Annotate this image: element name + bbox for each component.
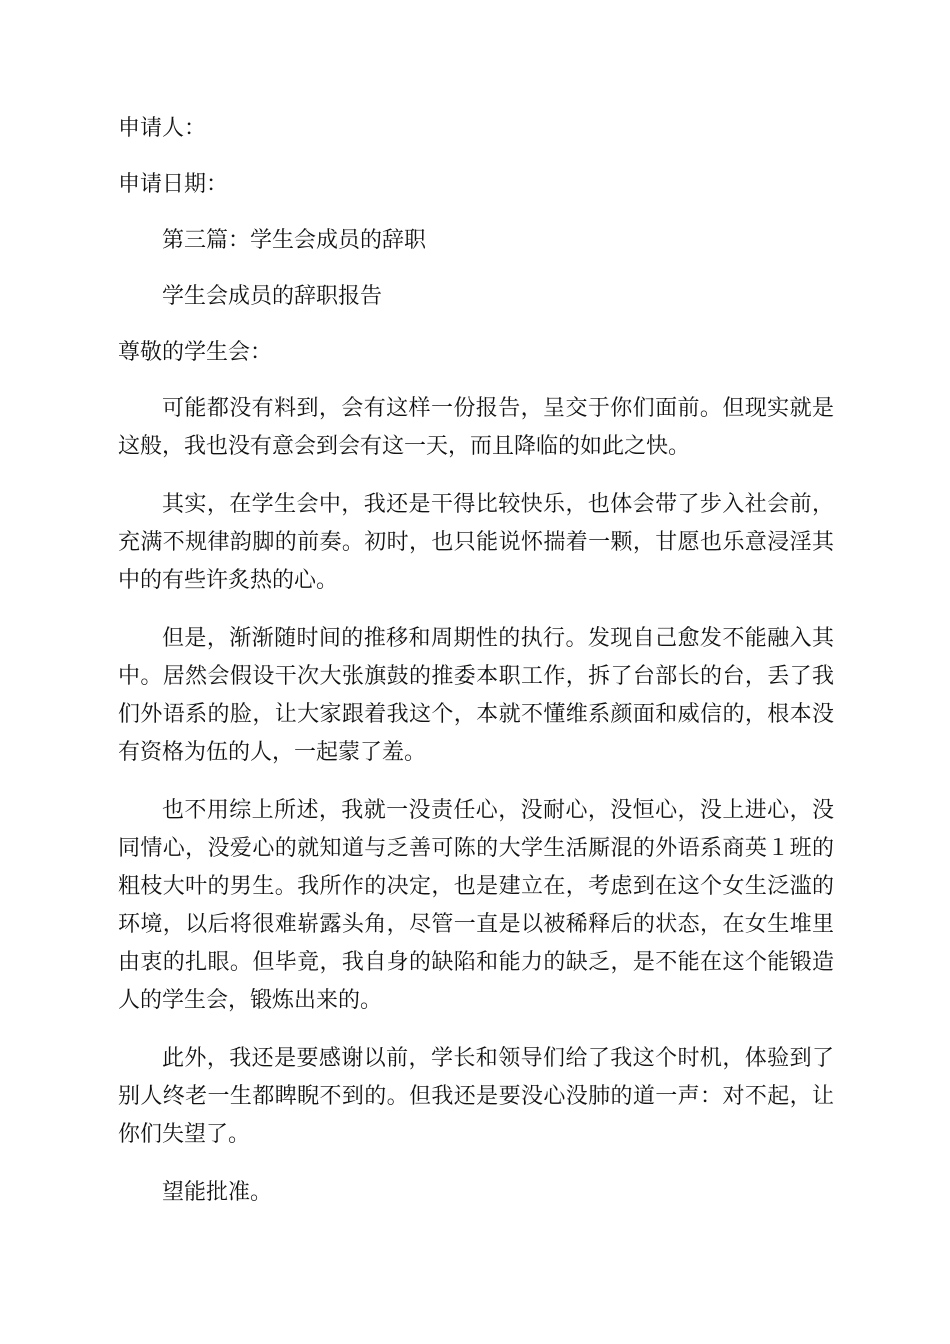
applicant-label: 申请人： — [118, 116, 207, 141]
body-paragraph-1: 可能都没有料到，会有这样一份报告，呈交于你们面前。但现实就是这般，我也没有意会到会有这一天，而且降临的如此之快。 — [118, 396, 834, 459]
application-date-label: 申请日期： — [118, 172, 229, 197]
section-title: 第三篇：学生会成员的辞职 — [162, 228, 427, 253]
document-page — [118, 110, 834, 1212]
closing-request: 望能批准。 — [162, 1180, 273, 1205]
salutation: 尊敬的学生会： — [118, 340, 273, 365]
body-paragraph-4: 也不用综上所述，我就一没责任心，没耐心，没恒心，没上进心，没同情心，没爱心的就知道与乏善可陈的大学生活厮混的外语系商英１班的粗枝大叶的男生。我所作的决定，也是建立在，考虑到在这个女生泛滥的环境，以后将很难崭露头角，尽管一直是以被稀释后的状态，在女生堆里由衷的扎眼。但毕竟，我自身的缺陷和能力的缺乏，是不能在这个能锻造人的学生会，锻炼出来的。 — [118, 798, 834, 1013]
body-paragraph-5: 此外，我还是要感谢以前，学长和领导们给了我这个时机，体验到了别人终老一生都睥睨不到的。但我还是要没心没肺的道一声：对不起，让你们失望了。 — [118, 1046, 834, 1147]
body-paragraph-2: 其实，在学生会中，我还是干得比较快乐，也体会带了步入社会前，充满不规律韵脚的前奏。初时，也只能说怀揣着一颗，甘愿也乐意浸淫其中的有些许炙热的心。 — [118, 492, 834, 593]
body-paragraph-3: 但是，渐渐随时间的推移和周期性的执行。发现自己愈发不能融入其中。居然会假设干次大张旗鼓的推委本职工作，拆了台部长的台，丢了我们外语系的脸，让大家跟着我这个，本就不懂维系颜面和威信的，根本没有资格为伍的人，一起蒙了羞。 — [118, 626, 834, 765]
report-title: 学生会成员的辞职报告 — [162, 284, 383, 309]
